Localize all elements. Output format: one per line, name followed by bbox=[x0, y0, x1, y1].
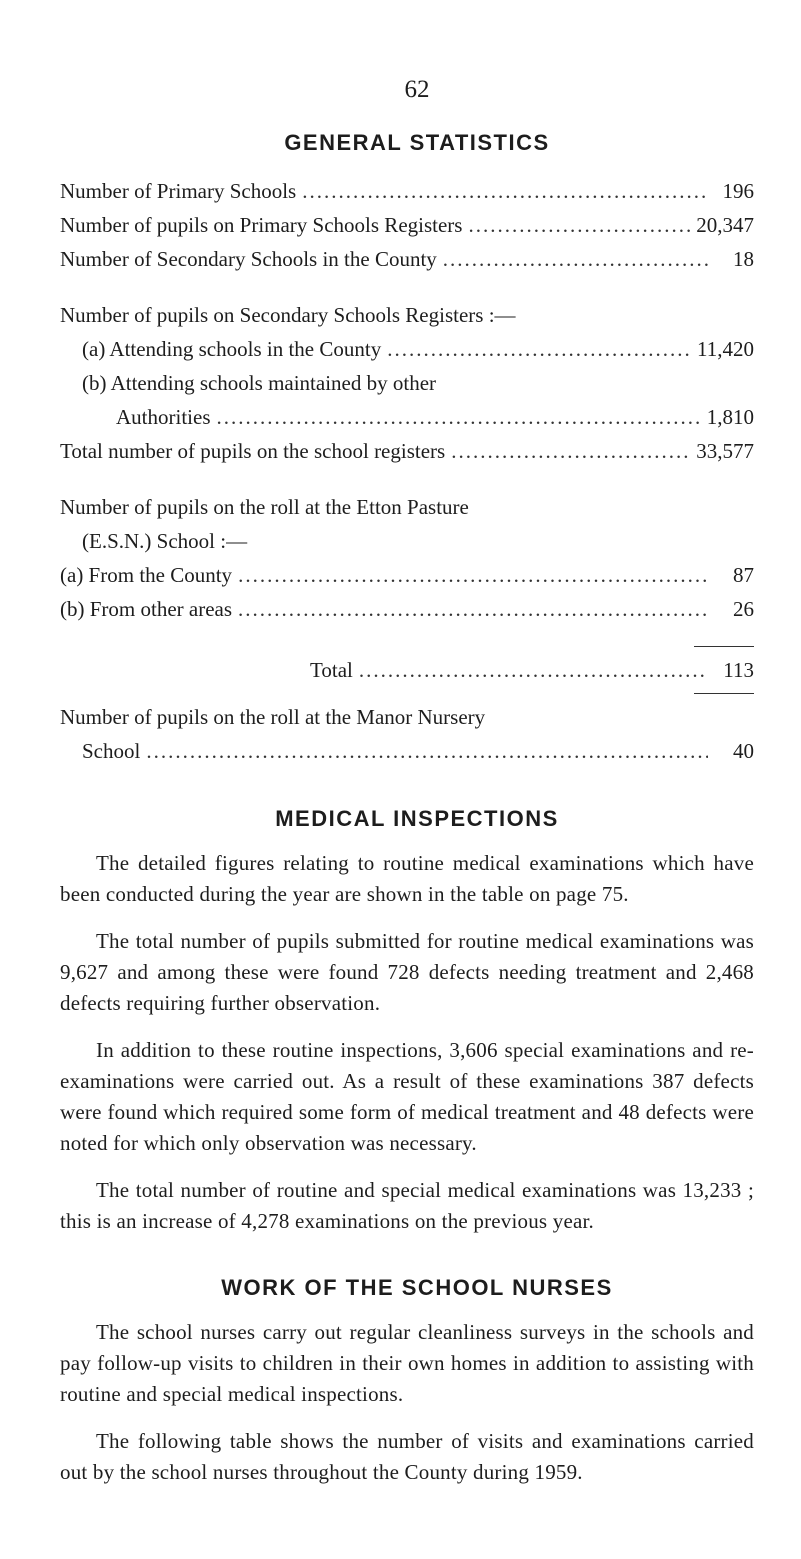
etton-total-label: Total bbox=[310, 658, 353, 682]
etton-other-label: (b) From other areas bbox=[60, 597, 233, 621]
etton-other-value: 26 bbox=[733, 597, 754, 621]
manor-label-line1: Number of pupils on the roll at the Manor Nursery bbox=[60, 705, 486, 729]
etton-label-line1: Number of pupils on the roll at the Etton Pasture bbox=[60, 495, 469, 519]
dot-leader bbox=[451, 434, 690, 468]
primary-pupils-row bbox=[60, 208, 754, 242]
medical-paragraph: In addition to these routine inspections, 3,606 special examinations and re-examinations were carried out. As a result of these examinations 387 defects were found which required some form of medical treatment and 48 defects were noted for which only observation was necessary. bbox=[60, 1038, 754, 1155]
nurses-paragraph: The following table shows the number of visits and examinations carried out by the school nurses throughout the County during 1959. bbox=[60, 1429, 754, 1484]
etton-total-row bbox=[60, 653, 754, 687]
sum-rule bbox=[694, 646, 754, 647]
dot-leader bbox=[238, 558, 708, 592]
medical-paragraph: The total number of pupils submitted for routine medical examinations was 9,627 and among these were found 728 defects needing treatment and 2,468 defects requiring further observation. bbox=[60, 929, 754, 1015]
total-registers-row bbox=[60, 434, 754, 468]
etton-county-label: (a) From the County bbox=[60, 563, 233, 587]
dot-leader bbox=[443, 242, 708, 276]
dot-leader bbox=[238, 592, 708, 626]
attending-county-row bbox=[60, 332, 754, 366]
primary-pupils-value: 20,347 bbox=[696, 213, 754, 237]
secondary-schools-label: Number of Secondary Schools in the County bbox=[60, 247, 437, 271]
etton-label-line2: (E.S.N.) School :— bbox=[82, 529, 248, 553]
primary-schools-value: 196 bbox=[722, 179, 754, 203]
primary-pupils-label: Number of pupils on Primary Schools Registers bbox=[60, 213, 463, 237]
attending-other-row bbox=[60, 400, 754, 434]
dot-leader bbox=[359, 653, 708, 687]
medical-paragraph: The detailed figures relating to routine medical examinations which have been conducted during the year are shown in the table on page 75. bbox=[60, 851, 754, 906]
dot-leader bbox=[146, 734, 708, 768]
total-registers-value: 33,577 bbox=[696, 439, 754, 463]
attending-county-label: (a) Attending schools in the County bbox=[82, 337, 382, 361]
medical-inspections-heading: MEDICAL INSPECTIONS bbox=[275, 806, 559, 831]
secondary-schools-row bbox=[60, 242, 754, 276]
manor-row bbox=[60, 734, 754, 768]
secondary-schools-value: 18 bbox=[733, 247, 754, 271]
primary-schools-row bbox=[60, 174, 754, 208]
page-number: 62 bbox=[404, 76, 430, 103]
general-statistics-heading: GENERAL STATISTICS bbox=[284, 130, 550, 155]
nurses-paragraph: The school nurses carry out regular cleanliness surveys in the schools and pay follow-up visits to children in their own homes in addition to assisting with routine and special medical inspections. bbox=[60, 1320, 754, 1406]
attending-county-value: 11,420 bbox=[697, 337, 754, 361]
dot-leader bbox=[302, 174, 708, 208]
sum-rule bbox=[694, 693, 754, 694]
primary-schools-label: Number of Primary Schools bbox=[60, 179, 297, 203]
etton-county-row bbox=[60, 558, 754, 592]
attending-other-label-line1: (b) Attending schools maintained by other bbox=[82, 371, 437, 395]
attending-other-value: 1,810 bbox=[706, 405, 754, 429]
dot-leader bbox=[217, 400, 701, 434]
manor-value: 40 bbox=[733, 739, 754, 763]
dot-leader bbox=[468, 208, 690, 242]
attending-other-label: Authorities bbox=[116, 405, 211, 429]
manor-label: School bbox=[82, 739, 141, 763]
etton-county-value: 87 bbox=[733, 563, 754, 587]
total-registers-label: Total number of pupils on the school registers bbox=[60, 439, 446, 463]
school-nurses-heading: WORK OF THE SCHOOL NURSES bbox=[221, 1275, 613, 1300]
etton-total-value: 113 bbox=[723, 658, 754, 682]
dot-leader bbox=[387, 332, 691, 366]
secondary-pupils-label: Number of pupils on Secondary Schools Registers :— bbox=[60, 303, 516, 327]
etton-other-row bbox=[60, 592, 754, 626]
medical-paragraph: The total number of routine and special medical examinations was 13,233 ; this is an increase of 4,278 examinations on the previous year. bbox=[60, 1178, 754, 1233]
